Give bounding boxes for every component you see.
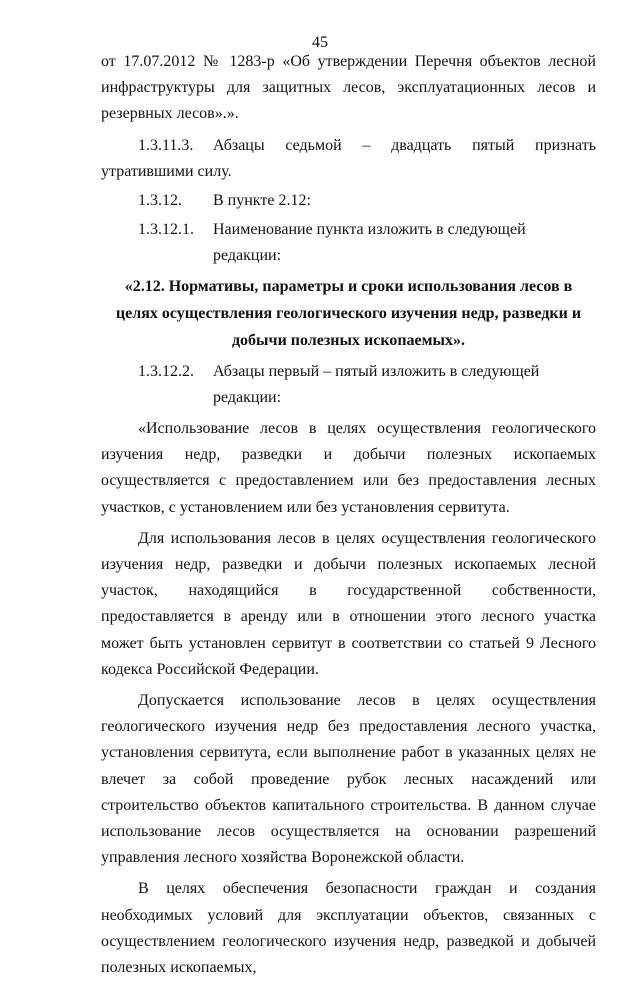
paragraph-continuation: от 17.07.2012 № 1283-р «Об утверждении Перечня объектов лесной инфраструктуры для защитных лесов, эксплуатационных лесов и резервных лесов».». — [101, 53, 596, 123]
paragraph: В целях обеспечения безопасности граждан и создания необходимых условий для эксплуатации объектов, связанных с осуществлением геологического изучения недр, разведкой и добычей полезных ископаемых, — [101, 880, 596, 977]
clause-1-3-12-2 — [101, 359, 596, 411]
clause-number: 1.3.12.2. — [138, 362, 194, 380]
document-body — [101, 49, 596, 981]
clause-text: Абзацы первый – пятый изложить в следующей редакции: — [213, 362, 540, 406]
clause-number: 1.3.12. — [138, 192, 182, 210]
clause-text: В пункте 2.12: — [213, 192, 311, 210]
page-number: 45 — [312, 34, 328, 51]
clause-1-3-12-1 — [101, 217, 596, 269]
paragraph: Для использования лесов в целях осуществления геологического изучения недр, разведки и добычи полезных ископаемых лесной участок, находящийся в государственной собственности, предоставляется в аренду или в отношении этого лесного участка может быть установлен сервитут в соответствии со статьей 9 Лесного кодекса Российской Федерации. — [101, 529, 596, 678]
clause-text: Абзацы седьмой – двадцать пятый признать утратившими силу. — [101, 136, 596, 180]
paragraph: «Использование лесов в целях осуществления геологического изучения недр, разведки и добычи полезных ископаемых осуществляется с предоставлением или без предоставления лесных участков, с установлением или без установления сервитута. — [101, 420, 596, 516]
clause-1-3-11-3 — [101, 133, 596, 185]
paragraph: Допускается использование лесов в целях осуществления геологического изучения недр без предоставления лесного участка, установления сервитута, если выполнение работ в указанных целях не влечет за собой проведение рубок лесных насаждений или строительство объектов капитального строительства. В данном случае использование лесов осуществляется на основании разрешений управления лесного хозяйства Воронежской области. — [101, 692, 596, 867]
section-heading: «2.12. Нормативы, параметры и сроки использования лесов в целях осуществления геологического изучения недр, разведки и добычи полезных ископаемых». — [115, 277, 582, 349]
clause-1-3-12 — [101, 188, 596, 214]
clause-text: Наименование пункта изложить в следующей редакции: — [213, 221, 526, 265]
clause-number: 1.3.12.1. — [138, 221, 194, 239]
clause-number: 1.3.11.3. — [138, 136, 194, 154]
